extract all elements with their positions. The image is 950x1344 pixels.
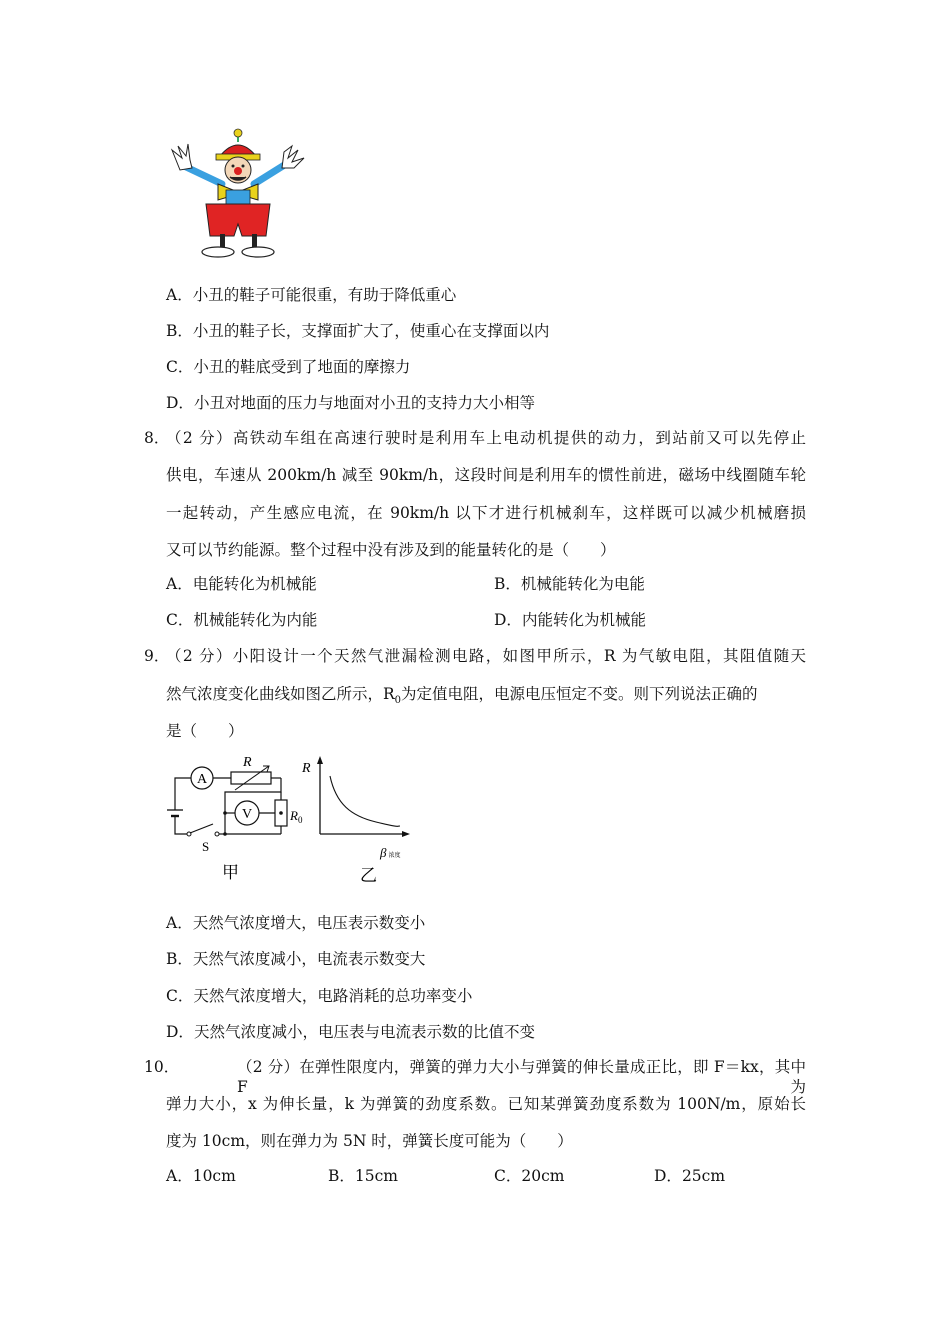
q8-stem-line: 供电，车速从 200km/h 减至 90km/h，这段时间是利用车的惯性前进，磁场中线圈随车轮 (166, 466, 806, 484)
q9-option-b[interactable]: B．天然气浓度减小，电流表示数变大 (166, 950, 426, 968)
q10-stem-line: 弹力大小，x 为伸长量，k 为弹簧的劲度系数。已知某弹簧劲度系数为 100N/m，原始长 (166, 1095, 806, 1113)
fixed-resistor-label: $R_0$ (290, 808, 303, 825)
q8-option-d[interactable]: D．内能转化为机械能 (494, 611, 646, 629)
q10-stem-line: （2 分）在弹性限度内，弹簧的弹力大小与弹簧的伸长量成正比，即 F＝kx，其中 F 为 (237, 1058, 806, 1096)
q9-option-c[interactable]: C．天然气浓度增大，电路消耗的总功率变小 (166, 987, 473, 1005)
circuit-diagram (165, 750, 315, 885)
q10-option-c[interactable]: C．20cm (494, 1167, 565, 1185)
graph-caption: 乙 (360, 866, 377, 886)
q8-option-c[interactable]: C．机械能转化为内能 (166, 611, 318, 629)
resistor-label: R (243, 755, 252, 770)
q8-stem-line: 又可以节约能源。整个过程中没有涉及到的能量转化的是（ ） (166, 541, 616, 559)
resistance-graph (296, 754, 426, 889)
ammeter-label: A (196, 772, 208, 787)
q8-number: 8． (144, 429, 170, 447)
q8-option-a[interactable]: A．电能转化为机械能 (166, 575, 317, 593)
voltmeter-label: V (241, 807, 253, 822)
q7-option-a[interactable]: A．小丑的鞋子可能很重，有助于降低重心 (166, 286, 457, 304)
q7-option-b[interactable]: B．小丑的鞋子长，支撑面扩大了，使重心在支撑面以内 (166, 322, 550, 340)
q9-stem-line: 是（ ） (166, 722, 244, 740)
q7-option-d[interactable]: D．小丑对地面的压力与地面对小丑的支持力大小相等 (166, 394, 535, 412)
q9-stem-line: （2 分）小阳设计一个天然气泄漏检测电路，如图甲所示，R 为气敏电阻，其阻值随天 (166, 647, 806, 665)
q8-option-b[interactable]: B．机械能转化为电能 (494, 575, 645, 593)
switch-label: S (202, 839, 210, 854)
q9-number: 9． (144, 647, 170, 665)
wire (175, 778, 191, 810)
graph-y-label: R (302, 761, 311, 776)
q7-option-c[interactable]: C．小丑的鞋底受到了地面的摩擦力 (166, 358, 411, 376)
resistance-curve (330, 776, 400, 826)
circuit-caption: 甲 (222, 863, 239, 883)
q10-option-d[interactable]: D．25cm (654, 1167, 726, 1185)
q9-option-d[interactable]: D．天然气浓度减小，电压表与电流表示数的比值不变 (166, 1023, 535, 1041)
q10-option-b[interactable]: B．15cm (328, 1167, 398, 1185)
q8-stem-line: 一起转动，产生感应电流，在 90km/h 以下才进行机械刹车，这样既可以减少机械磨损 (166, 504, 806, 522)
q8-stem-line: （2 分）高铁动车组在高速行驶时是利用车上电动机提供的动力，到站前又可以先停止 (166, 429, 806, 447)
q9-stem-line: 然气浓度变化曲线如图乙所示，$R_0$为定值电阻，电源电压恒定不变。则下列说法正确的 (166, 685, 758, 707)
q10-option-a[interactable]: A．10cm (166, 1167, 236, 1185)
gas-sensitive-resistor (231, 772, 271, 784)
clown-figure (166, 128, 308, 262)
graph-x-label: β浓度 (380, 845, 401, 860)
q10-stem-line: 度为 10cm，则在弹力为 5N 时，弹簧长度可能为（ ） (166, 1132, 573, 1150)
q9-option-a[interactable]: A．天然气浓度增大，电压表示数变小 (166, 914, 426, 932)
q10-number: 10． (144, 1058, 180, 1076)
